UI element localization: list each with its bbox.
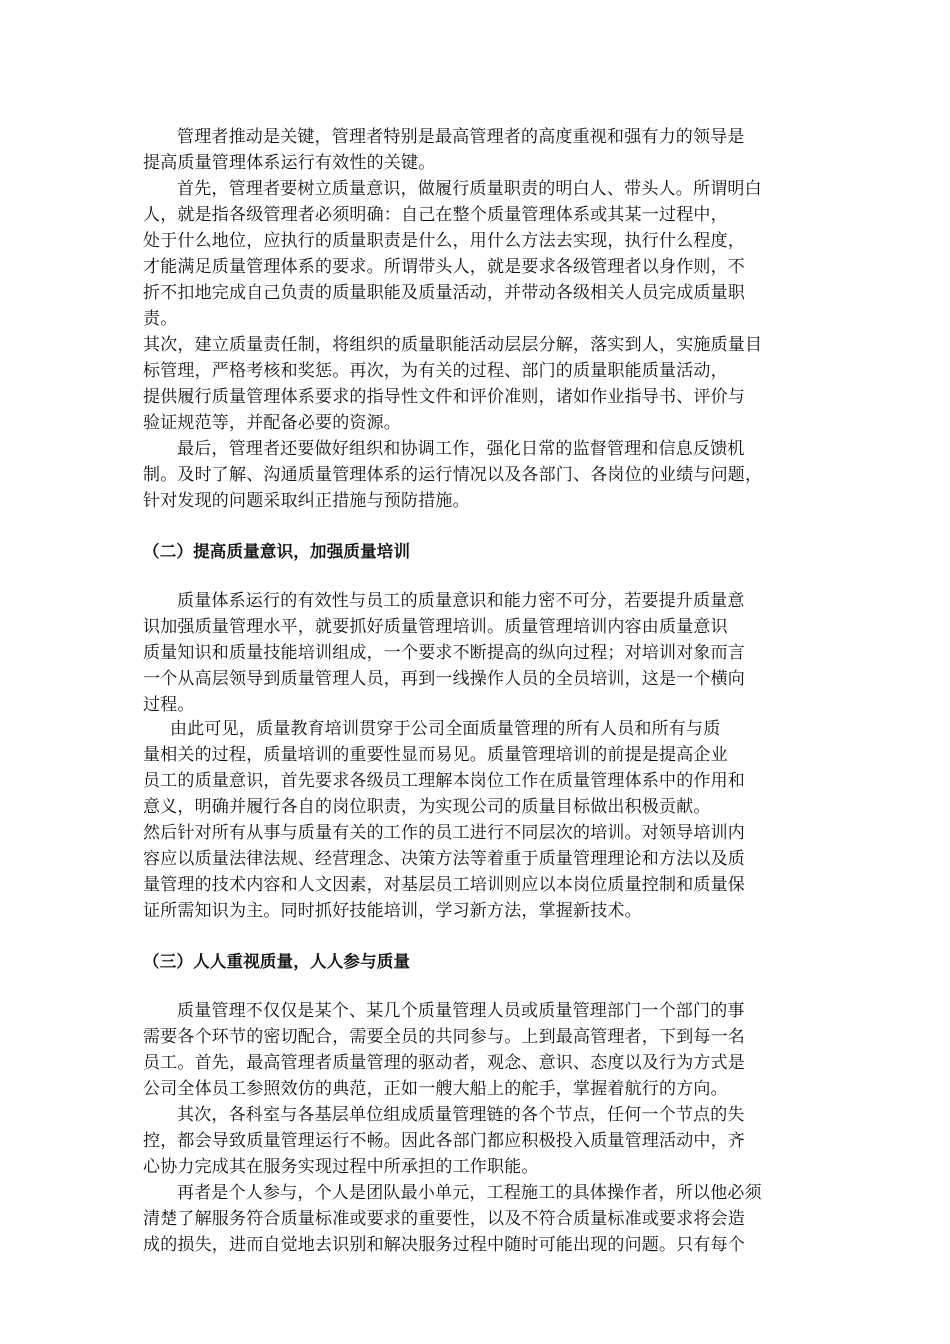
paragraph-line: 心协力完成其在服务实现过程中所承担的工作职能。: [143, 1157, 539, 1177]
paragraph-line: 质量知识和质量技能培训组成，一个要求不断提高的纵向过程；对培训对象而言: [143, 643, 745, 663]
paragraph-line: 量相关的过程，质量培训的重要性显而易见。质量管理培训的前提是提高企业: [143, 745, 728, 765]
paragraph-line: 管理者推动是关键，管理者特别是最高管理者的高度重视和强有力的领导是: [177, 127, 745, 147]
paragraph-line: 人，就是指各级管理者必须明确：自己在整个质量管理体系或其某一过程中，: [143, 205, 728, 225]
paragraph-line: 制。及时了解、沟通质量管理体系的运行情况以及各部门、各岗位的业绩与问题，: [143, 465, 763, 485]
paragraph-line: 意义，明确并履行各自的岗位职责，为实现公司的质量目标做出积极贡献。: [143, 797, 711, 817]
paragraph-line: 最后，管理者还要做好组织和协调工作，强化日常的监督管理和信息反馈机: [177, 439, 745, 459]
paragraph-line: 针对发现的问题采取纠正措施与预防措施。: [143, 491, 470, 511]
paragraph-line: 首先，管理者要树立质量意识，做履行质量职责的明白人、带头人。所谓明白: [177, 179, 762, 199]
paragraph-line: 折不扣地完成自己负责的质量职能及质量活动，并带动各级相关人员完成质量职: [143, 283, 745, 303]
paragraph-line: 控，都会导致质量管理运行不畅。因此各部门都应积极投入质量管理活动中，齐: [143, 1131, 745, 1151]
paragraph-line: 再者是个人参与，个人是团队最小单元，工程施工的具体操作者，所以他必须: [177, 1183, 762, 1203]
paragraph-line: 员工的质量意识，首先要求各级员工理解本岗位工作在质量管理体系中的作用和: [143, 771, 745, 791]
paragraph-line: 证所需知识为主。同时抓好技能培训，学习新方法，掌握新技术。: [143, 901, 642, 921]
paragraph-line: 验证规范等，并配备必要的资源。: [143, 413, 401, 433]
paragraph-line: 需要各个环节的密切配合，需要全员的共同参与。上到最高管理者，下到每一名: [143, 1027, 745, 1047]
paragraph-line: 处于什么地位，应执行的质量职责是什么，用什么方法去实现，执行什么程度，: [143, 231, 745, 251]
paragraph-line: 质量管理不仅仅是某个、某几个质量管理人员或质量管理部门一个部门的事: [177, 1001, 745, 1021]
paragraph-line: 一个从高层领导到质量管理人员，再到一线操作人员的全员培训，这是一个横向: [143, 669, 745, 689]
paragraph-line: 然后针对所有从事与质量有关的工作的员工进行不同层次的培训。对领导培训内: [143, 823, 745, 843]
paragraph-line: 才能满足质量管理体系的要求。所谓带头人，就是要求各级管理者以身作则，不: [143, 257, 745, 277]
paragraph-line: 识加强质量管理水平，就要抓好质量管理培训。质量管理培训内容由质量意识: [143, 617, 728, 637]
paragraph-line: 提高质量管理体系运行有效性的关键。: [143, 153, 436, 173]
paragraph-line: 员工。首先，最高管理者质量管理的驱动者，观念、意识、态度以及行为方式是: [143, 1053, 745, 1073]
paragraph-line: 责。: [143, 309, 178, 329]
paragraph-line: 过程。: [143, 695, 195, 715]
paragraph-line: 容应以质量法律法规、经营理念、决策方法等着重于质量管理理论和方法以及质: [143, 849, 745, 869]
paragraph-line: 量管理的技术内容和人文因素，对基层员工培训则应以本岗位质量控制和质量保: [143, 875, 745, 895]
paragraph-line: 标管理，严格考核和奖惩。再次，为有关的过程、部门的质量职能质量活动，: [143, 361, 728, 381]
section-heading: （二）提高质量意识，加强质量培训: [143, 542, 411, 561]
paragraph-line: 其次，建立质量责任制，将组织的质量职能活动层层分解，落实到人，实施质量目: [143, 335, 763, 355]
paragraph-line: 其次，各科室与各基层单位组成质量管理链的各个节点，任何一个节点的失: [177, 1105, 745, 1125]
paragraph-line: 成的损失，进而自觉地去识别和解决服务过程中随时可能出现的问题。只有每个: [143, 1235, 745, 1255]
paragraph-line: 清楚了解服务符合质量标准或要求的重要性，以及不符合质量标准或要求将会造: [143, 1209, 745, 1229]
paragraph-line: 由此可见，质量教育培训贯穿于公司全面质量管理的所有人员和所有与质: [170, 719, 721, 739]
paragraph-line: 质量体系运行的有效性与员工的质量意识和能力密不可分，若要提升质量意: [177, 591, 745, 611]
paragraph-line: 提供履行质量管理体系要求的指导性文件和评价准则，诸如作业指导书、评价与: [143, 387, 745, 407]
section-heading: （三）人人重视质量，人人参与质量: [143, 952, 411, 971]
paragraph-line: 公司全体员工参照效仿的典范，正如一艘大船上的舵手，掌握着航行的方向。: [143, 1079, 728, 1099]
